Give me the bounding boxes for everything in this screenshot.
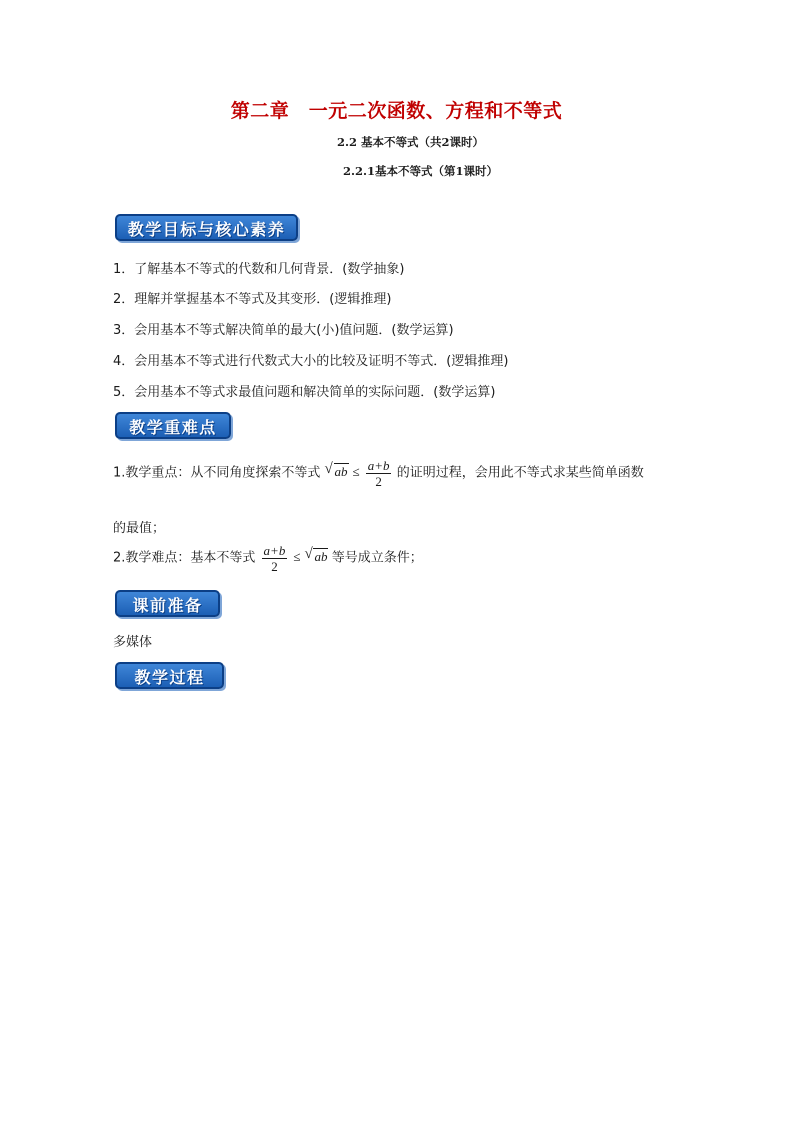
numerator: a+b bbox=[263, 543, 286, 558]
key-point-1 bbox=[113, 458, 644, 489]
formula-mean-leq-sqrt bbox=[260, 543, 332, 574]
goal-item-4: 4．会用基本不等式进行代数式大小的比较及证明不等式．(逻辑推理) bbox=[113, 354, 509, 369]
sqrt-ab bbox=[325, 463, 349, 480]
key-point-2-suffix: 等号成立条件； bbox=[331, 550, 423, 566]
goal-item-1: 1．了解基本不等式的代数和几何背景．(数学抽象) bbox=[113, 262, 405, 277]
key-point-1-prefix: 1.教学重点：从不同角度探索不等式 bbox=[113, 465, 321, 481]
formula-sqrt-leq-mean bbox=[324, 458, 397, 489]
numerator: a+b bbox=[367, 458, 390, 473]
key-points-badge: 教学重难点 bbox=[115, 412, 231, 439]
prep-badge: 课前准备 bbox=[115, 590, 220, 617]
goal-item-5: 5．会用基本不等式求最值问题和解决简单的实际问题．(数学运算) bbox=[113, 385, 496, 400]
sqrt-symbol: √ bbox=[324, 461, 333, 478]
leq-symbol: ≤ bbox=[293, 549, 301, 565]
goal-item-3: 3．会用基本不等式解决简单的最大(小)值问题．(数学运算) bbox=[113, 323, 454, 338]
fraction-mean bbox=[366, 458, 392, 489]
key-point-2-prefix: 2.教学难点：基本不等式 bbox=[113, 550, 256, 566]
section-title: 2.2 基本不等式（共2课时） bbox=[336, 135, 484, 149]
key-point-1-suffix: 的证明过程，会用此不等式求某些简单函数 bbox=[396, 465, 644, 481]
chapter-title: 第二章 一元二次函数、方程和不等式 bbox=[230, 100, 563, 122]
sqrt-symbol: √ bbox=[304, 546, 313, 563]
lesson-title: 2.2.1基本不等式（第1课时） bbox=[342, 164, 498, 178]
key-point-2 bbox=[113, 543, 423, 574]
denominator: 2 bbox=[271, 559, 278, 574]
denominator: 2 bbox=[375, 474, 382, 489]
radicand: ab bbox=[334, 464, 348, 480]
key-point-1-continued: 的最值； bbox=[113, 521, 166, 536]
process-badge: 教学过程 bbox=[115, 662, 224, 689]
sqrt-ab bbox=[304, 548, 328, 565]
fraction-mean bbox=[262, 543, 288, 574]
goals-badge: 教学目标与核心素养 bbox=[115, 214, 298, 241]
radicand: ab bbox=[314, 549, 328, 565]
prep-content: 多媒体 bbox=[113, 635, 153, 650]
leq-symbol: ≤ bbox=[352, 464, 360, 480]
goal-item-2: 2．理解并掌握基本不等式及其变形．(逻辑推理) bbox=[113, 292, 392, 307]
